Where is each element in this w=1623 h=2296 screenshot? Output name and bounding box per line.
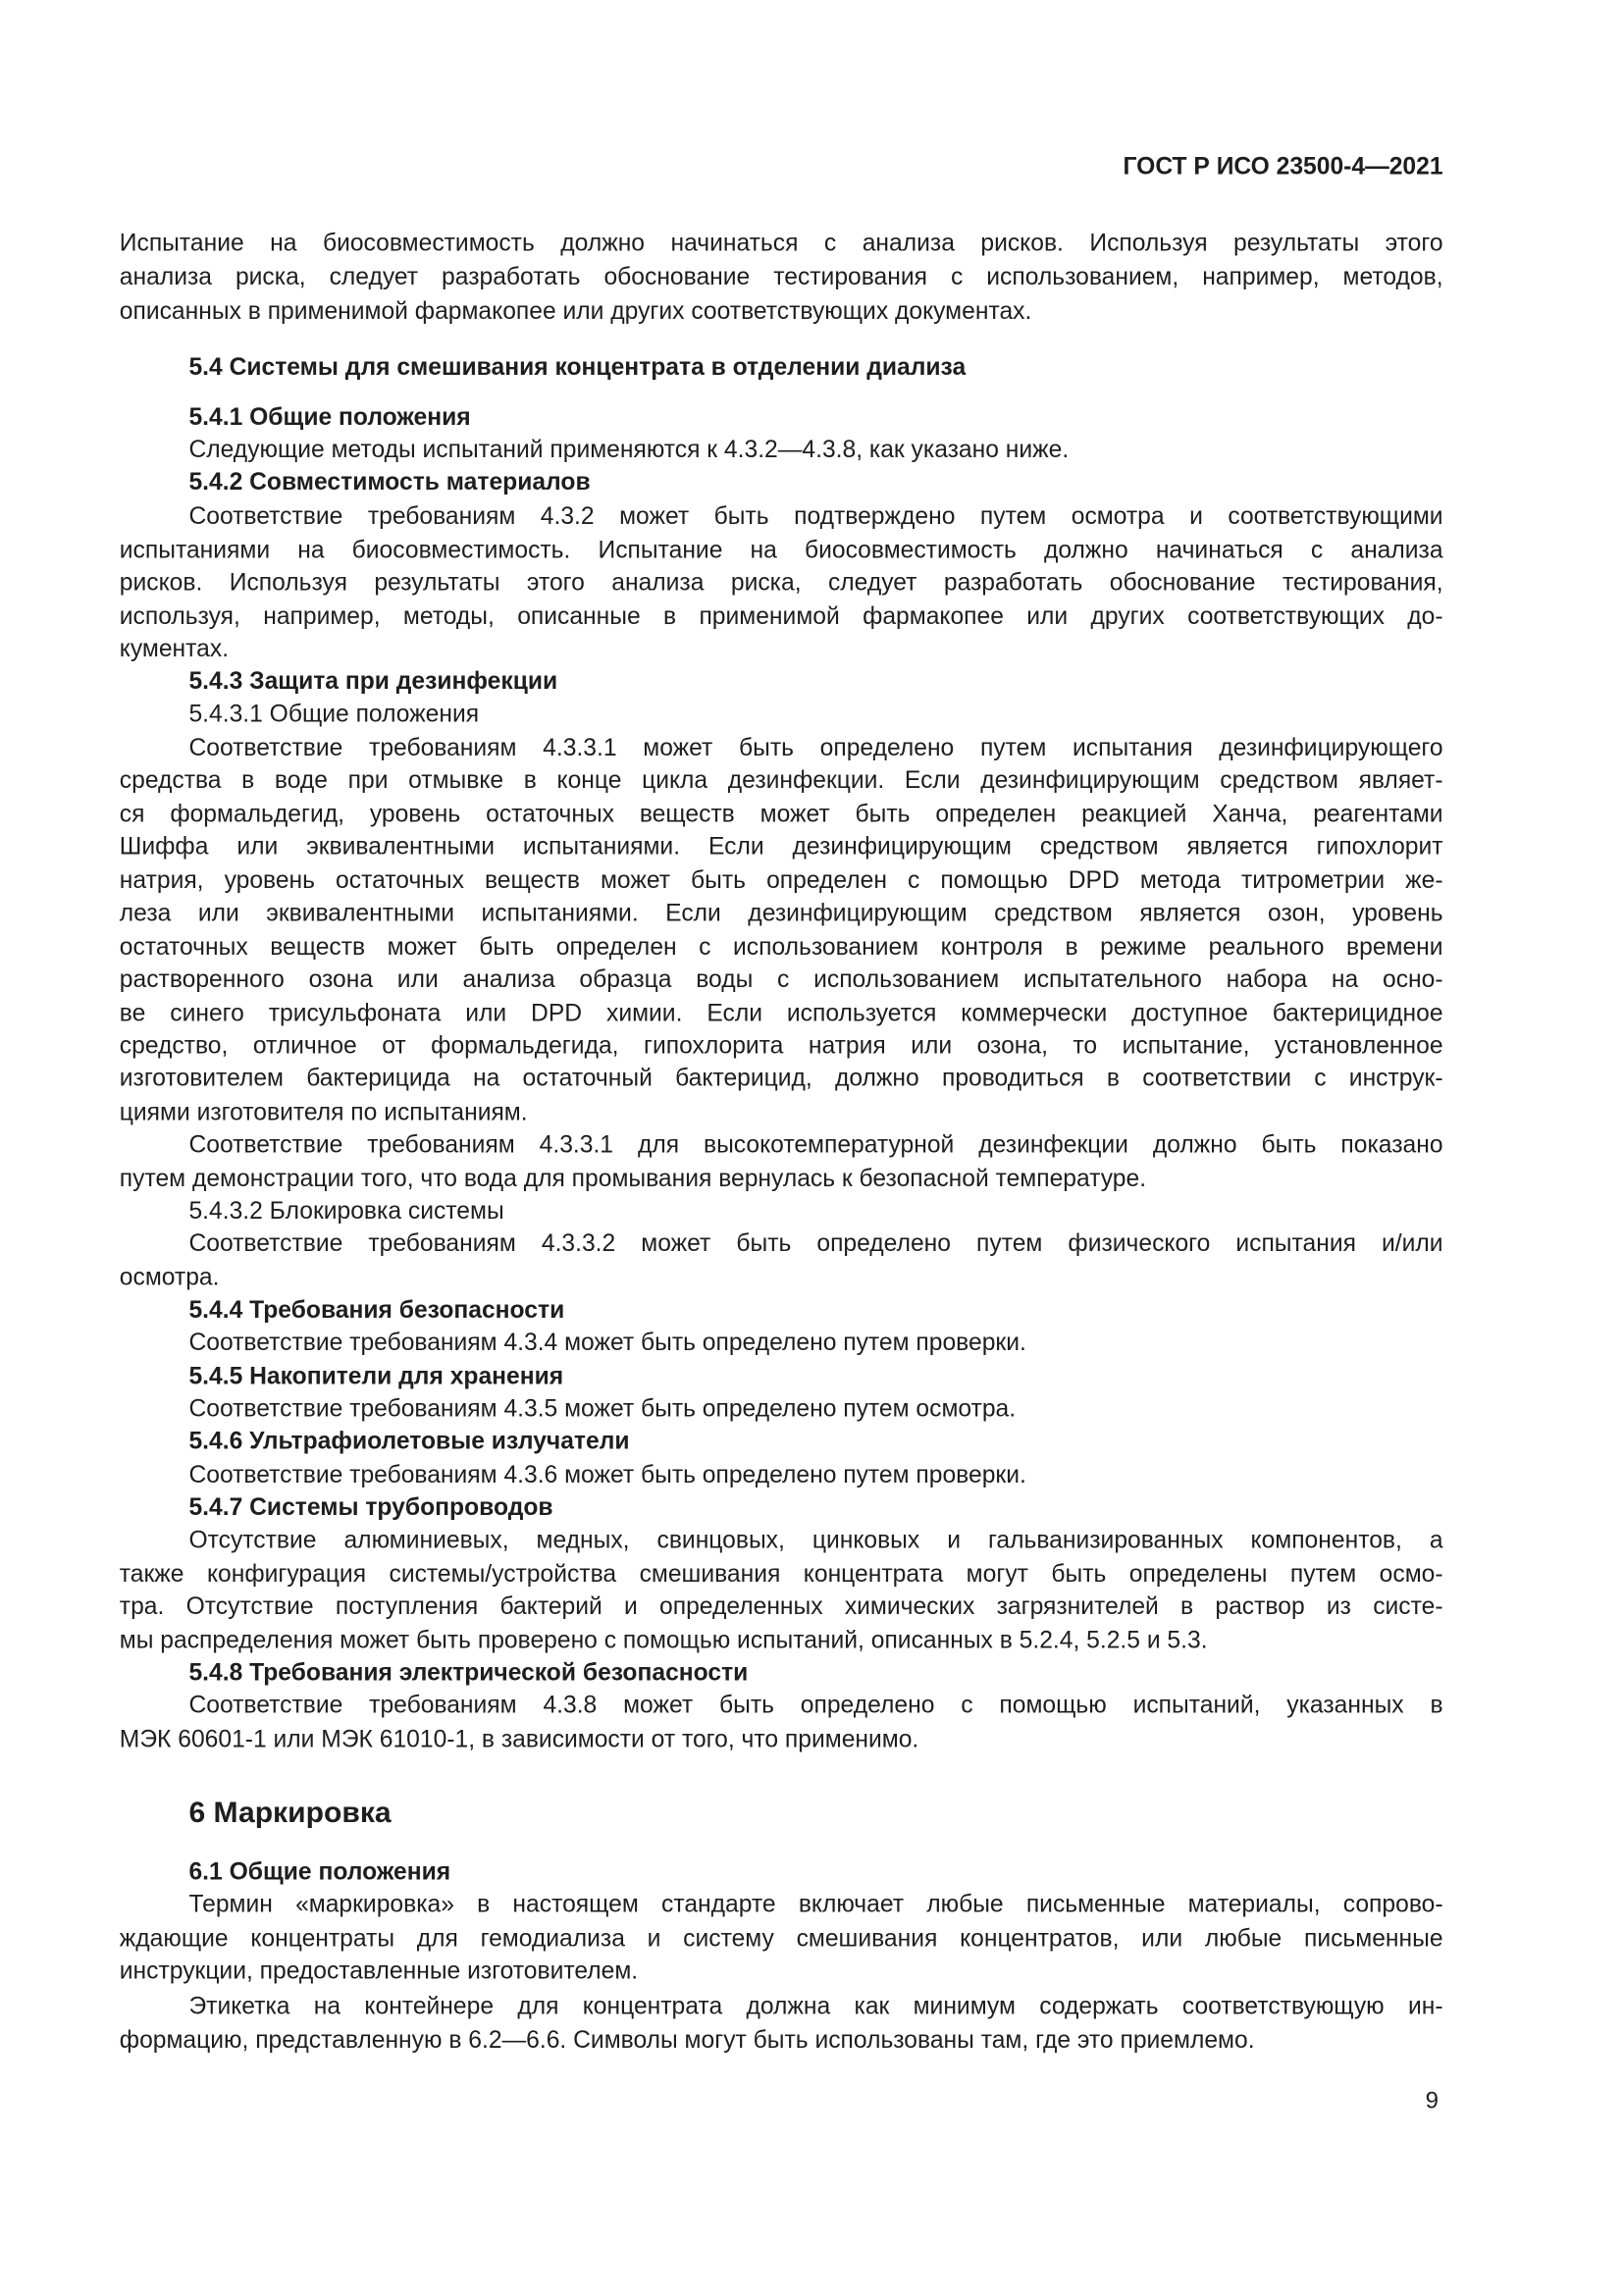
body-line: анализа риска, следует разработать обоснование тестирования с использованием, например, методов, bbox=[119, 264, 1443, 291]
subsection-heading-5-4-3: 5.4.3 Защита при дезинфекции bbox=[188, 668, 558, 696]
body-line: Соответствие требованиям 4.3.6 может быть определено путем проверки. bbox=[188, 1462, 1026, 1489]
subsection-heading-5-4-5: 5.4.5 Накопители для хранения bbox=[188, 1363, 564, 1390]
body-line: остаточных веществ может быть определен с использованием контроля в режиме реального времени bbox=[119, 933, 1443, 961]
subsection-heading-5-4-8: 5.4.8 Требования электрической безопасности bbox=[188, 1659, 749, 1687]
body-line: натрия, уровень остаточных веществ может быть определен с помощью DPD метода титрометрии же- bbox=[119, 867, 1443, 895]
body-line: растворенного озона или анализа образца воды с использованием испытательного набора на осно- bbox=[119, 965, 1443, 993]
body-line: Соответствие требованиям 4.3.8 может быть определено с помощью испытаний, указанных в bbox=[188, 1692, 1443, 1719]
body-line: циями изготовителя по испытаниям. bbox=[119, 1099, 528, 1126]
body-line: Шиффа или эквивалентными испытаниями. Если дезинфицирующим средством является гипохлорит bbox=[119, 833, 1443, 861]
subsubsection-heading-5-4-3-1: 5.4.3.1 Общие положения bbox=[188, 701, 480, 728]
body-line: Этикетка на контейнере для концентрата должна как минимум содержать соответствующую ин- bbox=[188, 1993, 1443, 2020]
body-line: Испытание на биосовместимость должно начинаться с анализа рисков. Используя результаты этого bbox=[119, 230, 1443, 257]
subsection-heading-5-4-4: 5.4.4 Требования безопасности bbox=[188, 1296, 565, 1324]
page-number: 9 bbox=[1425, 2089, 1440, 2114]
body-line: средство, отличное от формальдегида, гипохлорита натрия или озона, то испытание, установленное bbox=[119, 1032, 1443, 1060]
section-heading-6: 6 Маркировка bbox=[188, 1797, 392, 1830]
body-line: Соответствие требованиям 4.3.4 может быть определено путем проверки. bbox=[188, 1329, 1026, 1356]
body-line: также конфигурация системы/устройства смешивания концентрата могут быть определены путем осмо- bbox=[119, 1560, 1443, 1588]
body-line: ждающие концентраты для гемодиализа и систему смешивания концентратов, или любые письменные bbox=[119, 1925, 1443, 1953]
body-line: МЭК 60601-1 или МЭК 61010-1, в зависимости от того, что применимо. bbox=[119, 1726, 919, 1753]
body-line: кументах. bbox=[119, 636, 230, 663]
body-line: Соответствие требованиям 4.3.3.1 может быть определено путем испытания дезинфицирующего bbox=[188, 734, 1443, 761]
body-line: формацию, представленную в 6.2—6.6. Символы могут быть использованы там, где это приемлемо. bbox=[119, 2027, 1255, 2055]
body-line: описанных в применимой фармакопее или других соответствующих документах. bbox=[119, 297, 1032, 325]
body-line: изготовителем бактерицида на остаточный бактерицид, должно проводиться в соответствии с инструк- bbox=[119, 1065, 1443, 1092]
body-line: инструкции, предоставленные изготовителем. bbox=[119, 1957, 639, 1985]
subsection-heading-5-4-2: 5.4.2 Совместимость материалов bbox=[188, 469, 591, 496]
body-line: Соответствие требованиям 4.3.2 может быть подтверждено путем осмотра и соответствующими bbox=[188, 502, 1443, 530]
body-line: путем демонстрации того, что вода для промывания вернулась к безопасной температуре. bbox=[119, 1165, 1147, 1192]
body-line: Соответствие требованиям 4.3.3.2 может быть определено путем физического испытания и/или bbox=[188, 1230, 1443, 1258]
body-line: испытаниями на биосовместимость. Испытание на биосовместимость должно начинаться с анализа bbox=[119, 537, 1443, 564]
subsection-heading-5-4-6: 5.4.6 Ультрафиолетовые излучатели bbox=[188, 1428, 630, 1455]
body-line: Соответствие требованиям 4.3.3.1 для высокотемпературной дезинфекции должно быть показано bbox=[188, 1131, 1443, 1159]
body-line: Соответствие требованиям 4.3.5 может быть определено путем осмотра. bbox=[188, 1395, 1017, 1423]
body-line: рисков. Используя результаты этого анализа риска, следует разработать обоснование тестирования, bbox=[119, 569, 1443, 597]
body-line: Следующие методы испытаний применяются к 4.3.2—4.3.8, как указано ниже. bbox=[188, 437, 1070, 464]
body-line: тра. Отсутствие поступления бактерий и определенных химических загрязнителей в раствор из систе- bbox=[119, 1592, 1443, 1620]
subsection-heading-5-4-7: 5.4.7 Системы трубопроводов bbox=[188, 1494, 553, 1522]
subsection-heading-5-4-1: 5.4.1 Общие положения bbox=[188, 403, 471, 432]
body-line: ве синего трисульфоната или DPD химии. Если используется коммерчески доступное бактерицидное bbox=[119, 1000, 1443, 1027]
body-line: Термин «маркировка» в настоящем стандарте включает любые письменные материалы, сопрово- bbox=[188, 1891, 1443, 1918]
body-line: мы распределения может быть проверено с помощью испытаний, описанных в 5.2.4, 5.2.5 и 5.3. bbox=[119, 1627, 1208, 1654]
document-id-header: ГОСТ Р ИСО 23500-4—2021 bbox=[1123, 153, 1443, 181]
body-line: используя, например, методы, описанные в применимой фармакопее или других соответствующих до- bbox=[119, 602, 1443, 631]
body-line: ся формальдегид, уровень остаточных веществ может быть определен реакцией Ханча, реагентами bbox=[119, 801, 1443, 828]
body-line: Отсутствие алюминиевых, медных, свинцовых, цинковых и гальванизированных компонентов, а bbox=[188, 1527, 1443, 1554]
subsection-heading-6-1: 6.1 Общие положения bbox=[188, 1858, 451, 1886]
body-line: леза или эквивалентными испытаниями. Если дезинфицирующим средством является озон, уровень bbox=[119, 900, 1443, 927]
section-heading-5-4: 5.4 Системы для смешивания концентрата в отделении диализа bbox=[188, 353, 967, 381]
subsubsection-heading-5-4-3-2: 5.4.3.2 Блокировка системы bbox=[188, 1197, 504, 1226]
body-line: средства в воде при отмывке в конце цикла дезинфекции. Если дезинфицирующим средством являет- bbox=[119, 766, 1443, 794]
body-line: осмотра. bbox=[119, 1264, 220, 1291]
